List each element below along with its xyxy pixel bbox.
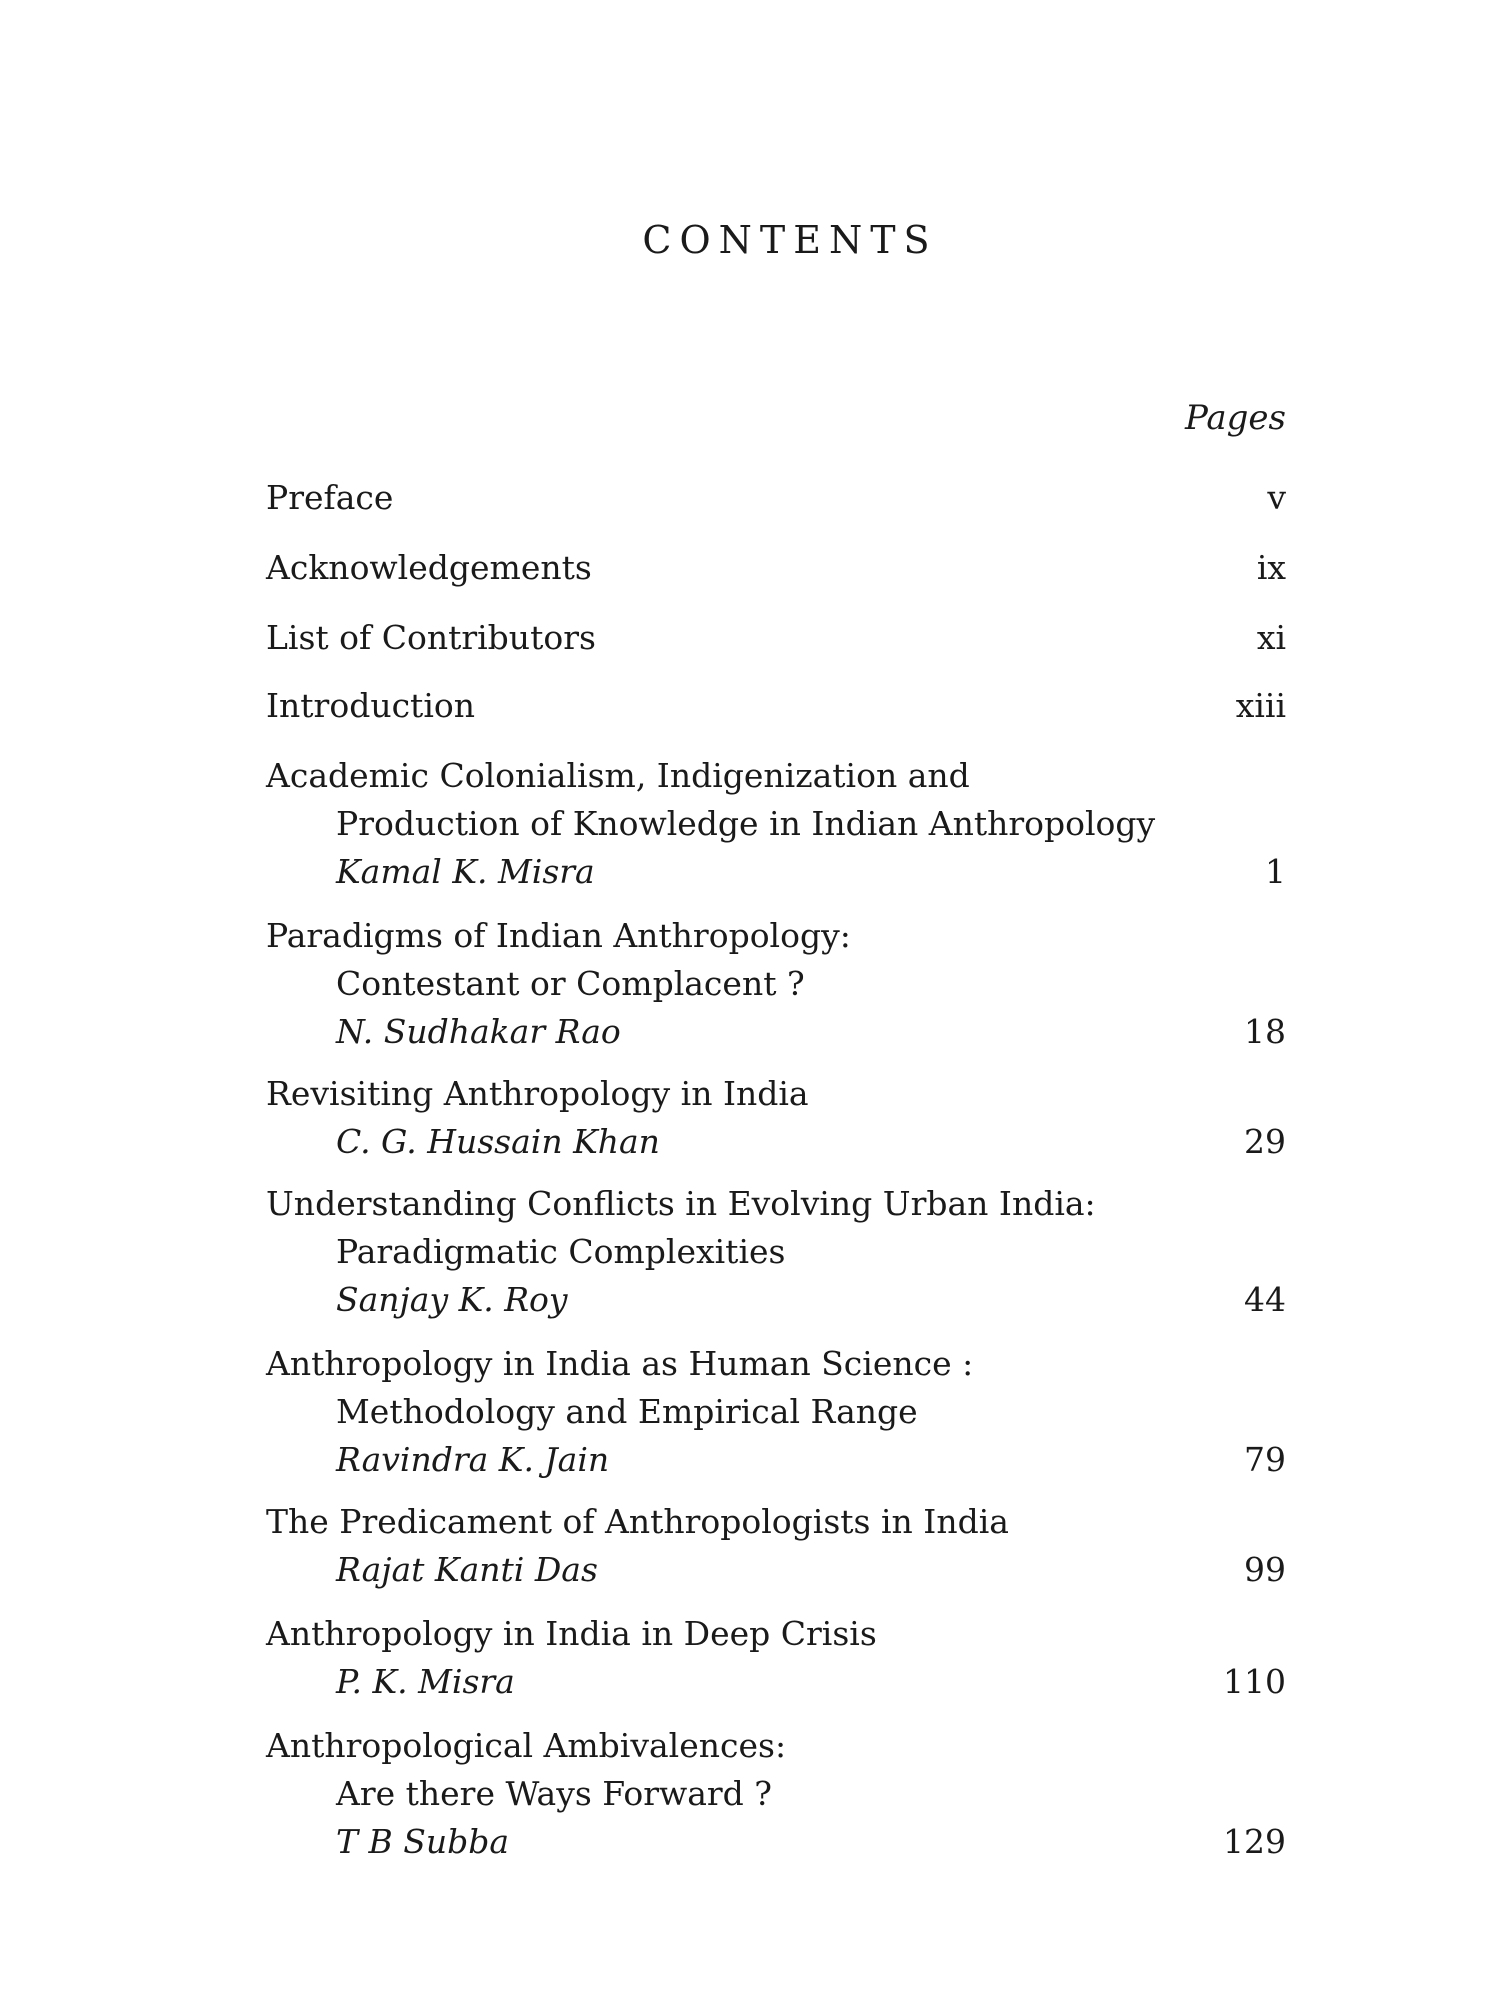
toc-chapter-entry[interactable] <box>266 1722 1286 1866</box>
toc-chapter-entry[interactable] <box>266 1610 1286 1706</box>
toc-chapter-entry[interactable] <box>266 752 1286 896</box>
entry-title: Acknowledgements <box>266 548 592 587</box>
chapter-title-line: Paradigmatic Complexities <box>336 1232 786 1271</box>
chapter-title-line: Academic Colonialism, Indigenization and <box>266 756 970 795</box>
chapter-page-number: 129 <box>1223 1822 1286 1861</box>
chapter-author: Rajat Kanti Das <box>336 1550 598 1589</box>
chapter-title-line: Understanding Conflicts in Evolving Urban India: <box>266 1184 1096 1223</box>
chapter-title-line: Anthropology in India as Human Science : <box>266 1344 974 1383</box>
entry-title: Introduction <box>266 686 475 725</box>
toc-entry-acknowledgements[interactable] <box>266 544 1286 592</box>
chapter-title-line: Anthropology in India in Deep Crisis <box>266 1614 877 1653</box>
chapter-author: T B Subba <box>336 1822 510 1861</box>
chapter-title-line: Methodology and Empirical Range <box>336 1392 918 1431</box>
toc-chapter-entry[interactable] <box>266 912 1286 1056</box>
chapter-author: Kamal K. Misra <box>336 852 595 891</box>
page-title: CONTENTS <box>642 218 938 262</box>
entry-page-number: ix <box>1256 548 1286 587</box>
chapter-page-number: 1 <box>1265 852 1286 891</box>
chapter-author: C. G. Hussain Khan <box>336 1122 660 1161</box>
chapter-page-number: 99 <box>1244 1550 1286 1589</box>
entry-page-number: xi <box>1256 618 1286 657</box>
toc-chapter-entry[interactable] <box>266 1180 1286 1324</box>
chapter-author: Sanjay K. Roy <box>336 1280 568 1319</box>
toc-chapter-entry[interactable] <box>266 1498 1286 1594</box>
toc-chapter-entry[interactable] <box>266 1070 1286 1166</box>
chapter-author: N. Sudhakar Rao <box>336 1012 621 1051</box>
toc-entry-list-of-contributors[interactable] <box>266 614 1286 662</box>
chapter-title-line: Paradigms of Indian Anthropology: <box>266 916 851 955</box>
entry-page-number: xiii <box>1235 686 1286 725</box>
chapter-author: Ravindra K. Jain <box>336 1440 610 1479</box>
chapter-title-line: Production of Knowledge in Indian Anthropology <box>336 804 1156 843</box>
chapter-author: P. K. Misra <box>336 1662 515 1701</box>
entry-page-number: v <box>1267 478 1286 517</box>
pages-column-label: Pages <box>1185 398 1286 438</box>
chapter-page-number: 18 <box>1244 1012 1286 1051</box>
chapter-title-line: Revisiting Anthropology in India <box>266 1074 809 1113</box>
entry-title: List of Contributors <box>266 618 596 657</box>
entry-title: Preface <box>266 478 394 517</box>
chapter-page-number: 110 <box>1223 1662 1286 1701</box>
chapter-title-line: The Predicament of Anthropologists in India <box>266 1502 1009 1541</box>
chapter-title-line: Anthropological Ambivalences: <box>266 1726 787 1765</box>
chapter-title-line: Are there Ways Forward ? <box>336 1774 772 1813</box>
toc-entry-introduction[interactable] <box>266 682 1286 730</box>
toc-entry-preface[interactable] <box>266 474 1286 522</box>
toc-chapter-entry[interactable] <box>266 1340 1286 1484</box>
chapter-page-number: 44 <box>1244 1280 1286 1319</box>
chapter-page-number: 79 <box>1244 1440 1286 1479</box>
chapter-page-number: 29 <box>1244 1122 1286 1161</box>
chapter-title-line: Contestant or Complacent ? <box>336 964 805 1003</box>
